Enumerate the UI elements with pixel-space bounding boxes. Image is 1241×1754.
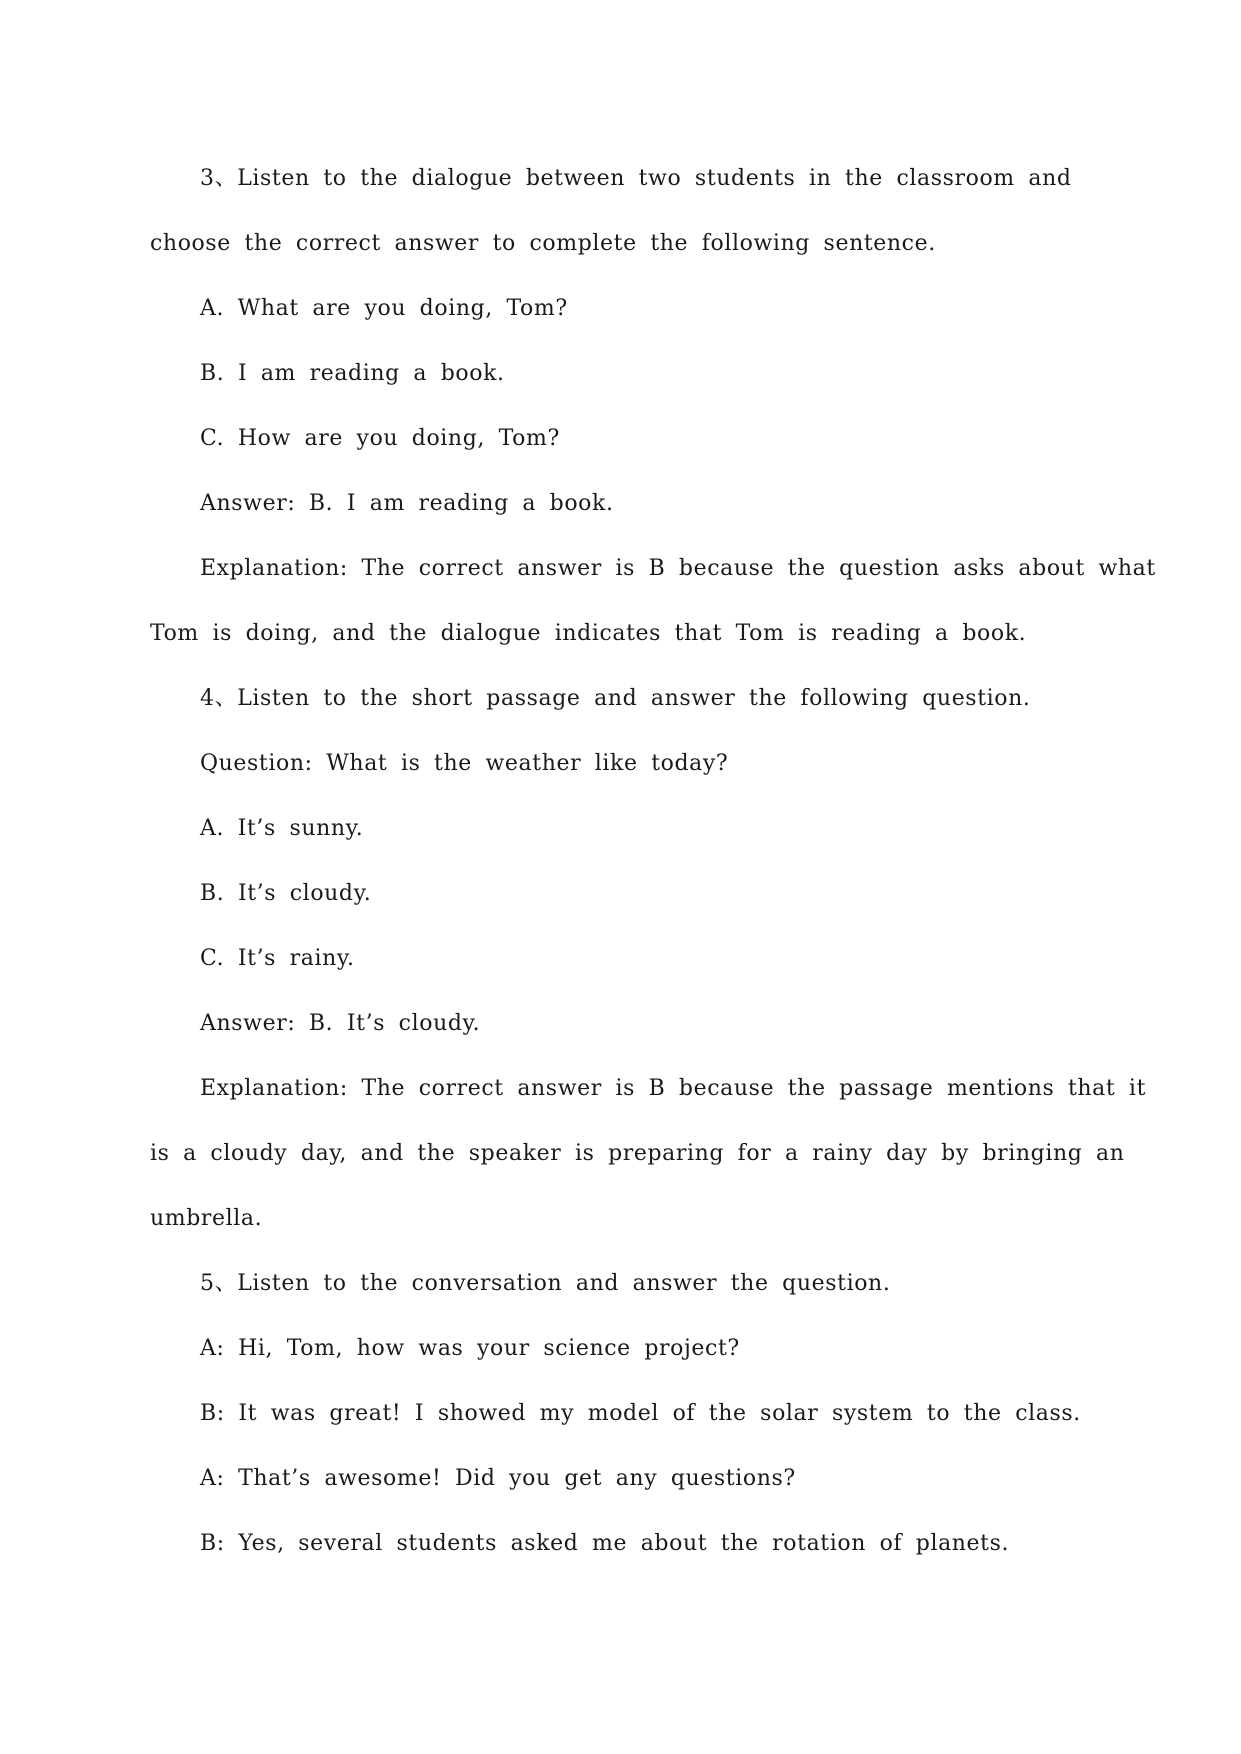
conversation-line-3: A: That’s awesome! Did you get any questions?	[200, 1466, 796, 1491]
question-3-answer: Answer: B. I am reading a book.	[200, 491, 614, 516]
conversation-line-2: B: It was great! I showed my model of the solar system to the class.	[200, 1401, 1081, 1426]
question-3-prompt-line-2: choose the correct answer to complete the following sentence.	[150, 231, 936, 256]
question-3-explanation-line-1: Explanation: The correct answer is B because the question asks about what	[200, 556, 1156, 581]
document-body	[150, 146, 1156, 1576]
question-4-prompt: 4、Listen to the short passage and answer the following question.	[200, 686, 1031, 711]
question-4-explanation-line-2: is a cloudy day, and the speaker is preparing for a rainy day by bringing an	[150, 1141, 1125, 1166]
question-3-option-c: C. How are you doing, Tom?	[200, 426, 560, 451]
question-4-explanation-line-3: umbrella.	[150, 1206, 263, 1231]
question-4-answer: Answer: B. It’s cloudy.	[200, 1011, 481, 1036]
question-4-question: Question: What is the weather like today?	[200, 751, 729, 776]
question-3-prompt-line-1: 3、Listen to the dialogue between two students in the classroom and	[200, 166, 1072, 191]
question-4-option-c: C. It’s rainy.	[200, 946, 355, 971]
conversation-line-1: A: Hi, Tom, how was your science project?	[200, 1336, 740, 1361]
question-3-option-a: A. What are you doing, Tom?	[200, 296, 568, 321]
question-5-prompt: 5、Listen to the conversation and answer the question.	[200, 1271, 891, 1296]
question-4-option-a: A. It’s sunny.	[200, 816, 364, 841]
question-4-explanation-line-1: Explanation: The correct answer is B because the passage mentions that it	[200, 1076, 1147, 1101]
question-3-explanation-line-2: Tom is doing, and the dialogue indicates that Tom is reading a book.	[150, 621, 1027, 646]
question-3-option-b: B. I am reading a book.	[200, 361, 505, 386]
conversation-line-4: B: Yes, several students asked me about the rotation of planets.	[200, 1531, 1010, 1556]
question-4-option-b: B. It’s cloudy.	[200, 881, 372, 906]
